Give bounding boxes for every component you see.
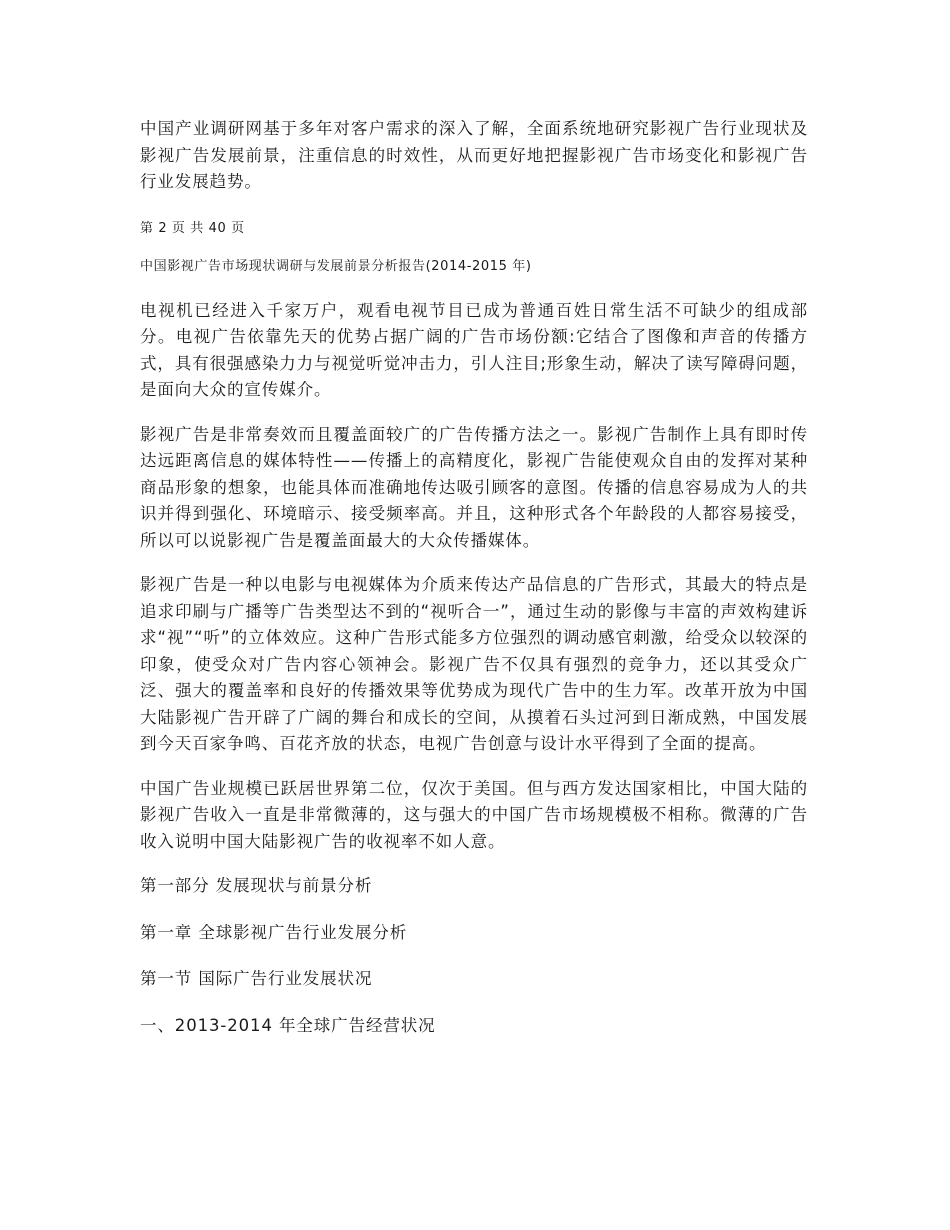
report-title: 中国影视广告市场现状调研与发展前景分析报告(2014-2015 年) xyxy=(140,258,532,274)
body-paragraph: 电视机已经进入千家万户，观看电视节目已成为普通百姓日常生活不可缺少的组成部分。电视广告依靠先天的优势占据广阔的广告市场份额:它结合了图像和声音的传播方式，具有很强感染力力与视觉听觉冲击力，引人注目;形象生动，解决了读写障碍问题，是面向大众的宣传媒介。 xyxy=(140,300,808,399)
chapter-heading: 第一章 全球影视广告行业发展分析 xyxy=(140,922,408,942)
section-heading: 第一节 国际广告行业发展状况 xyxy=(140,969,373,988)
document-page xyxy=(140,116,808,1059)
part-heading: 第一部分 发展现状与前景分析 xyxy=(140,876,373,895)
subsection-heading: 一、2013-2014 年全球广告经营状况 xyxy=(140,1015,436,1035)
body-paragraph: 影视广告是非常奏效而且覆盖面较广的广告传播方法之一。影视广告制作上具有即时传达远距离信息的媒体特性——传播上的高精度化，影视广告能使观众自由的发挥对某种商品形象的想象，也能具体而准确地传达吸引顾客的意图。传播的信息容易成为人的共识并得到强化、环境暗示、接受频率高。并且，这种形式各个年龄段的人都容易接受，所以可以说影视广告是覆盖面最大的大众传播媒体。 xyxy=(140,424,808,550)
body-paragraph: 中国广告业规模已跃居世界第二位，仅次于美国。但与西方发达国家相比，中国大陆的影视广告收入一直是非常微薄的，这与强大的中国广告市场规模极不相称。微薄的广告收入说明中国大陆影视广告的收视率不如人意。 xyxy=(140,778,808,851)
body-paragraph: 影视广告是一种以电影与电视媒体为介质来传达产品信息的广告形式，其最大的特点是追求印刷与广播等广告类型达不到的“视听合一”，通过生动的影像与丰富的声效构建诉求“视”“听”的立体效应。这种广告形式能多方位强烈的调动感官刺激，给受众以较深的印象，使受众对广告内容心领神会。影视广告不仅具有强烈的竞争力，还以其受众广泛、强大的覆盖率和良好的传播效果等优势成为现代广告中的生力军。改革开放为中国大陆影视广告开辟了广阔的舞台和成长的空间，从摸着石头过河到日渐成熟，中国发展到今天百家争鸣、百花齐放的状态，电视广告创意与设计水平得到了全面的提高。 xyxy=(140,575,808,753)
page-indicator: 第 2 页 共 40 页 xyxy=(140,220,245,236)
intro-paragraph: 中国产业调研网基于多年对客户需求的深入了解，全面系统地研究影视广告行业现状及影视广告发展前景，注重信息的时效性，从而更好地把握影视广告市场变化和影视广告行业发展趋势。 xyxy=(140,119,808,191)
